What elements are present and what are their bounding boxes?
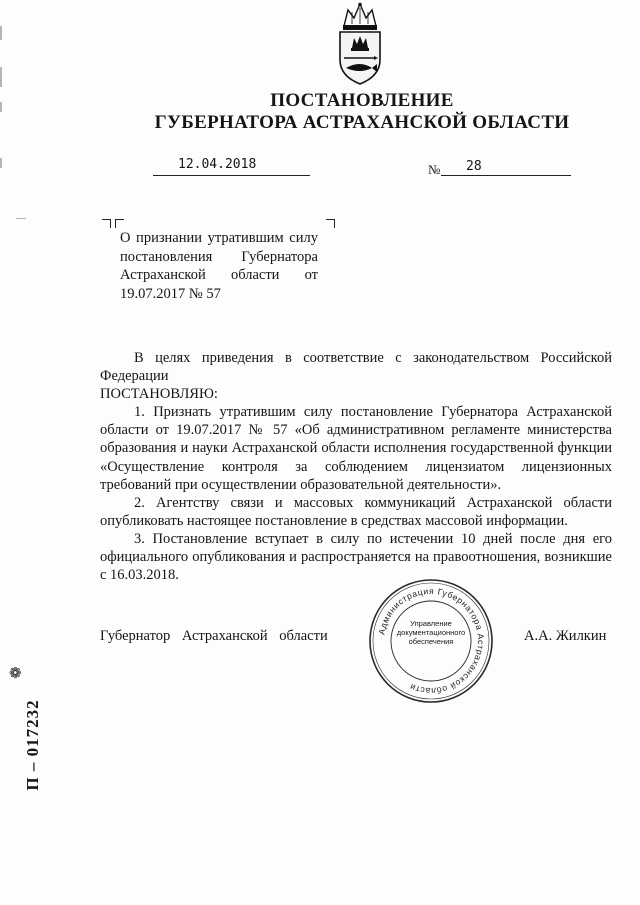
decree-item: 1. Признать утратившим силу постановление Губернатора Астраханской области от 19.07.2017 № 57 «Об административном регламенте министерства образования и науки Астраханской области исполнения государственной функции «Осуществление контроля за соблюдением лицензиатом лицензионных требований при осуществлении образовательной деятельности». xyxy=(100,404,612,493)
subject-corner-mark xyxy=(115,219,124,228)
seal-ring-text: Администрация Губернатора Астраханской области xyxy=(376,585,487,697)
scan-mark xyxy=(0,26,2,40)
seal-center-line: документационного xyxy=(396,628,466,637)
form-serial-number: П – 017232 xyxy=(23,699,42,791)
scan-mark xyxy=(0,102,2,112)
seal-center-line: обеспечения xyxy=(408,637,454,646)
scan-mark xyxy=(0,158,2,168)
seal-center-text xyxy=(388,619,474,646)
document-title-issuer: ГУБЕРНАТОРА АСТРАХАНСКОЙ ОБЛАСТИ xyxy=(154,112,570,133)
seal-center-line: Управление xyxy=(410,619,452,628)
flower-icon: ❁ xyxy=(9,666,22,682)
scan-mark xyxy=(16,218,26,219)
document-title: ПОСТАНОВЛЕНИЕ xyxy=(270,90,454,111)
document-number: 28 xyxy=(466,159,482,174)
document-date: 12.04.2018 xyxy=(178,157,257,172)
astrakhan-coat-of-arms-icon xyxy=(330,2,390,86)
number-sign: № xyxy=(428,162,441,177)
signatory-position: Губернатор Астраханской области xyxy=(100,628,328,644)
decree-heading: ПОСТАНОВЛЯЮ: xyxy=(100,386,218,402)
date-underline xyxy=(153,175,310,176)
subject-corner-mark xyxy=(102,219,111,228)
signatory-name: А.А. Жилкин xyxy=(524,628,607,644)
decree-item: 2. Агентству связи и массовых коммуникаций Астраханской области опубликовать настоящее постановление в средствах массовой информации. xyxy=(100,495,612,530)
preamble-paragraph: В целях приведения в соответствие с законодательством Российской Федерации xyxy=(100,350,612,385)
number-underline xyxy=(441,175,571,176)
decree-item: 3. Постановление вступает в силу по истечении 10 дней после дня его официального опубликования и распространяется на правоотношения, возникшие с 16.03.2018. xyxy=(100,531,612,584)
scan-mark xyxy=(0,67,2,87)
document-subject: О признании утратившим силу постановления Губернатора Астраханской области от 19.07.2017 № 57 xyxy=(120,230,318,302)
subject-corner-mark xyxy=(326,219,335,228)
